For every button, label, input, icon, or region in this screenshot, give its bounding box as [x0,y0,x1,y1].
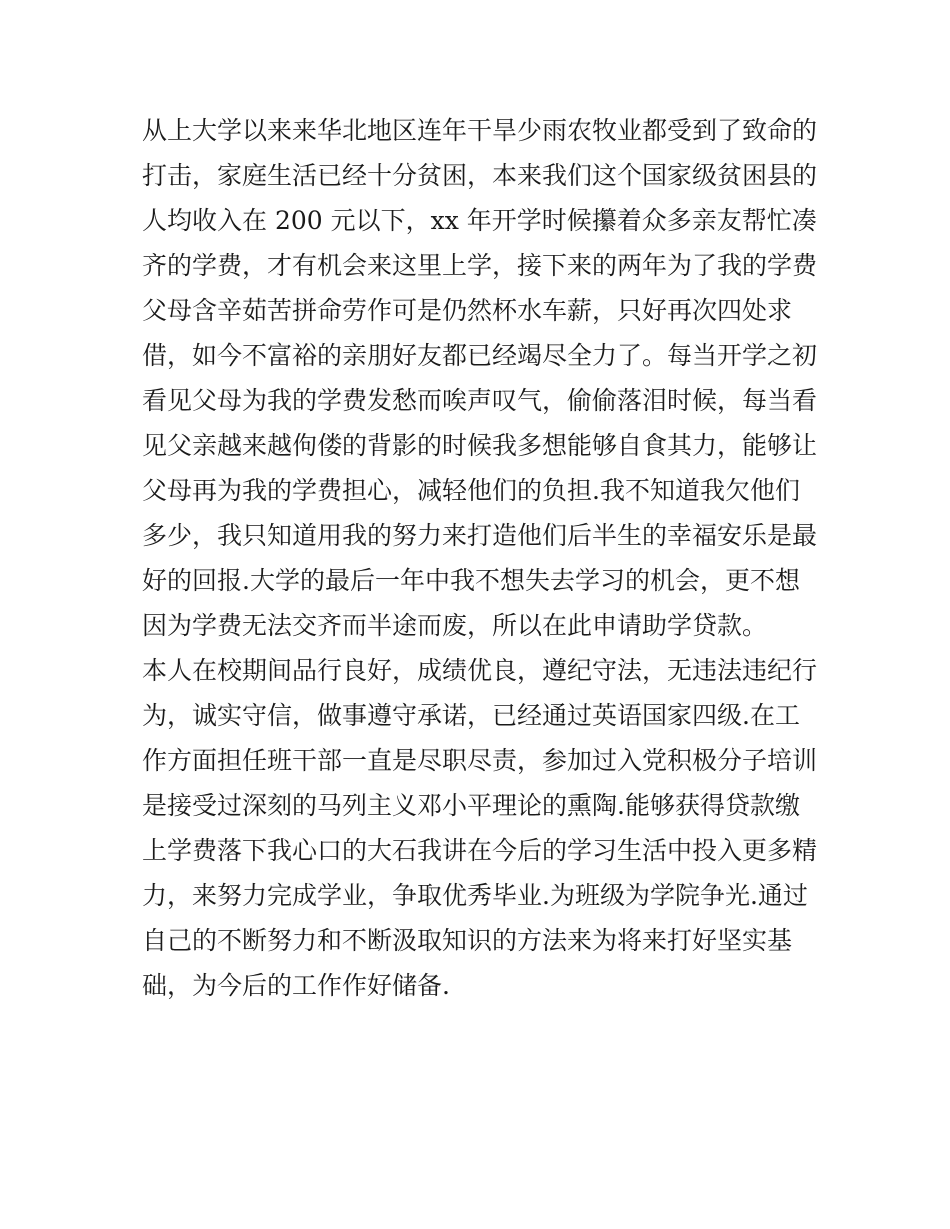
text-line: 自己的不断努力和不断汲取知识的方法来为将来打好坚实基 [142,926,793,955]
text-line: 齐的学费，才有机会来这里上学，接下来的两年为了我的学费 [142,251,818,280]
text-line: 础，为今后的工作作好储备. [142,971,450,1000]
text-line: 本人在校期间品行良好，成绩优良，遵纪守法，无违法违纪行 [142,656,818,685]
text-line: 为，诚实守信，做事遵守承诺，已经通过英语国家四级.在工 [142,701,800,730]
text-line: 父母含辛茹苦拼命劳作可是仍然杯水车薪，只好再次四处求 [142,296,793,325]
text-line: 是接受过深刻的马列主义邓小平理论的熏陶.能够获得贷款缴 [142,791,800,820]
text-line: 多少，我只知道用我的努力来打造他们后半生的幸福安乐是最 [142,521,818,550]
text-line: 力，来努力完成学业，争取优秀毕业.为班级为学院争光.通过 [142,881,808,910]
text-line: 人均收入在 200 元以下，xx 年开学时候攥着众多亲友帮忙凑 [142,206,817,235]
text-line: 从上大学以来来华北地区连年干旱少雨农牧业都受到了致命的 [142,116,818,145]
text-line: 好的回报.大学的最后一年中我不想失去学习的机会，更不想 [142,566,800,595]
paragraph-1 [142,108,822,648]
text-line: 打击，家庭生活已经十分贫困，本来我们这个国家级贫困县的 [142,161,818,190]
text-line: 上学费落下我心口的大石我讲在今后的学习生活中投入更多精 [142,836,818,865]
text-line: 看见父母为我的学费发愁而唉声叹气，偷偷落泪时候，每当看 [142,386,818,415]
paragraph-2 [142,648,822,1008]
text-line: 父母再为我的学费担心，减轻他们的负担.我不知道我欠他们 [142,476,800,505]
text-line: 作方面担任班干部一直是尽职尽责，参加过入党积极分子培训 [142,746,818,775]
text-line: 因为学费无法交齐而半途而废，所以在此申请助学贷款。 [142,611,768,640]
document-body [142,108,822,1008]
text-line: 见父亲越来越佝偻的背影的时候我多想能够自食其力，能够让 [142,431,818,460]
text-line: 借，如今不富裕的亲朋好友都已经竭尽全力了。每当开学之初 [142,341,818,370]
